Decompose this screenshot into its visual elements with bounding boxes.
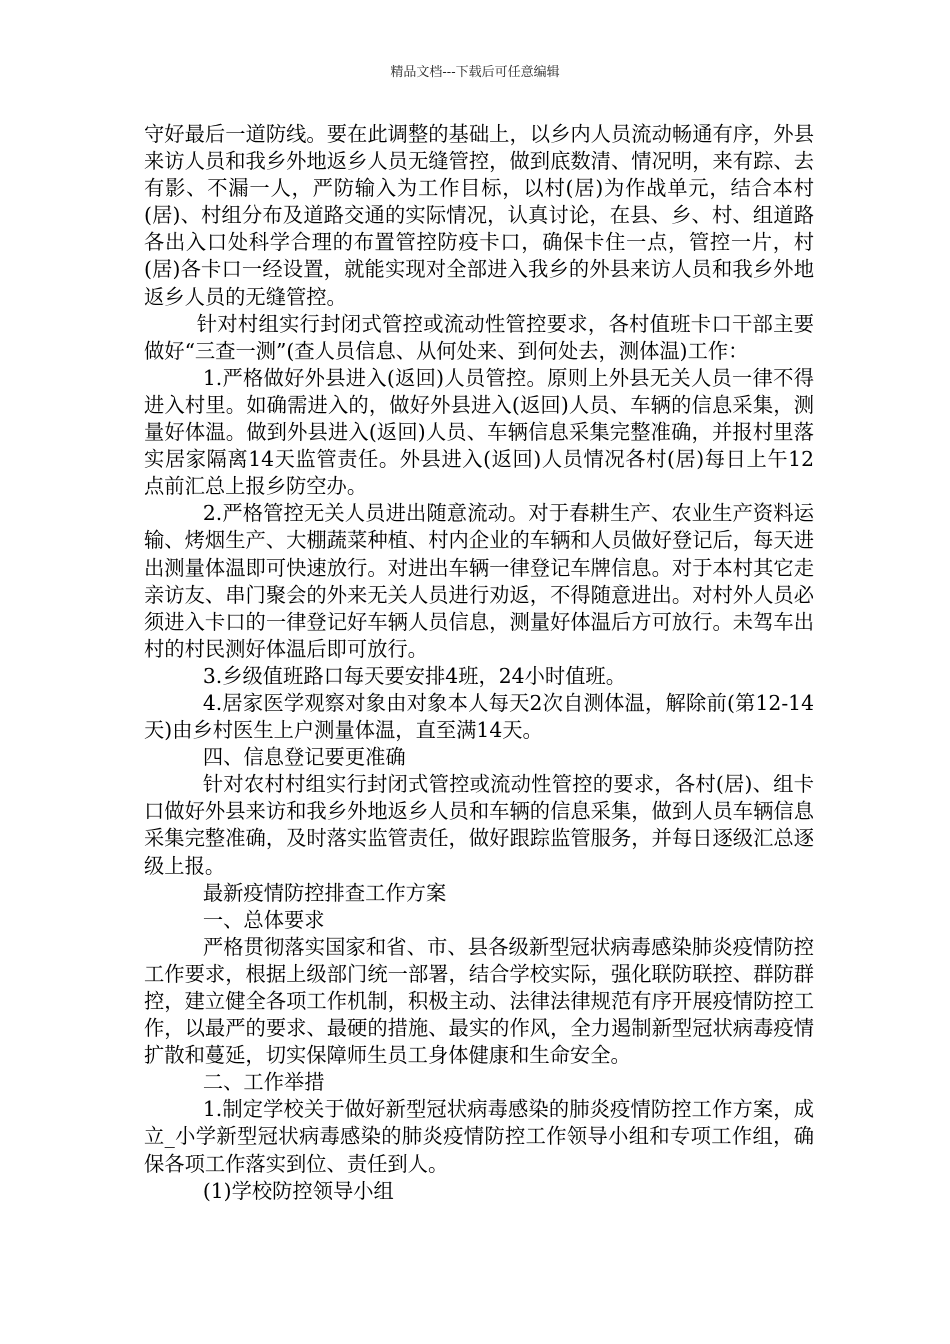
section-heading: 一、总体要求 bbox=[202, 907, 325, 932]
list-item: 1.制定学校关于做好新型冠状病毒感染的肺炎疫情防控工作方案，成立_小学新型冠状病毒感染的肺炎疫情防控工作领导小组和专项工作组，确保各项工作落实到位、责任到人。 bbox=[144, 1097, 814, 1176]
paragraph: 针对村组实行封闭式管控或流动性管控要求，各村值班卡口干部主要做好“三查一测”(查人员信息、从何处来、到何处去，测体温)工作： bbox=[144, 311, 814, 363]
list-item: 1.严格做好外县进入(返回)人员管控。原则上外县无关人员一律不得进入村里。如确需进入的，做好外县进入(返回)人员、车辆的信息采集，测量好体温。做到外县进入(返回)人员、车辆信息采集完整准确，并报村里落实居家隔离14天监管责任。外县进入(返回)人员情况各村(居)每日上午12点前汇总上报乡防空办。 bbox=[144, 365, 814, 499]
section-heading: 四、信息登记要更准确 bbox=[202, 745, 406, 770]
section-heading: 二、工作举措 bbox=[202, 1070, 325, 1095]
list-item: 2.严格管控无关人员进出随意流动。对于春耕生产、农业生产资料运输、烤烟生产、大棚蔬菜种植、村内企业的车辆和人员做好登记后，每天进出测量体温即可快速放行。对进出车辆一律登记车牌信息。对于本村其它走亲访友、串门聚会的外来无关人员进行劝返，不得随意进出。对村外人员必须进入卡口的一律登记好车辆人员信息，测量好体温后方可放行。未驾车出村的村民测好体温后即可放行。 bbox=[144, 501, 814, 661]
document-body bbox=[144, 121, 814, 1205]
paragraph: 针对农村村组实行封闭式管控或流动性管控的要求，各村(居)、组卡口做好外县来访和我乡外地返乡人员和车辆的信息采集，做到人员车辆信息采集完整准确，及时落实监管责任，做好跟踪监管服务，并每日逐级汇总逐级上报。 bbox=[144, 772, 814, 878]
page-header: 精品文档---下载后可任意编辑 bbox=[390, 65, 560, 80]
paragraph: 严格贯彻落实国家和省、市、县各级新型冠状病毒感染肺炎疫情防控工作要求，根据上级部门统一部署，结合学校实际，强化联防联控、群防群控，建立健全各项工作机制，积极主动、法律法律规范有序开展疫情防控工作，以最严的要求、最硬的措施、最实的作风，全力遏制新型冠状病毒疫情扩散和蔓延，切实保障师生员工身体健康和生命安全。 bbox=[144, 934, 814, 1068]
document-title: 最新疫情防控排查工作方案 bbox=[202, 880, 447, 905]
list-item: 4.居家医学观察对象由对象本人每天2次自测体温，解除前(第12-14天)由乡村医生上户测量体温，直至满14天。 bbox=[144, 690, 814, 743]
list-item: 3.乡级值班路口每天要安排4班，24小时值班。 bbox=[202, 663, 626, 688]
paragraph: 守好最后一道防线。要在此调整的基础上，以乡内人员流动畅通有序，外县来访人员和我乡外地返乡人员无缝管控，做到底数清、情况明，来有踪、去有影、不漏一人，严防输入为工作目标，以村(居)为作战单元，结合本村(居)、村组分布及道路交通的实际情况，认真讨论，在县、乡、村、组道路各出入口处科学合理的布置管控防疫卡口，确保卡住一点，管控一片，村(居)各卡口一经设置，就能实现对全部进入我乡的外县来访人员和我乡外地返乡人员的无缝管控。 bbox=[144, 122, 814, 309]
sub-heading: (1)学校防控领导小组 bbox=[202, 1178, 394, 1203]
